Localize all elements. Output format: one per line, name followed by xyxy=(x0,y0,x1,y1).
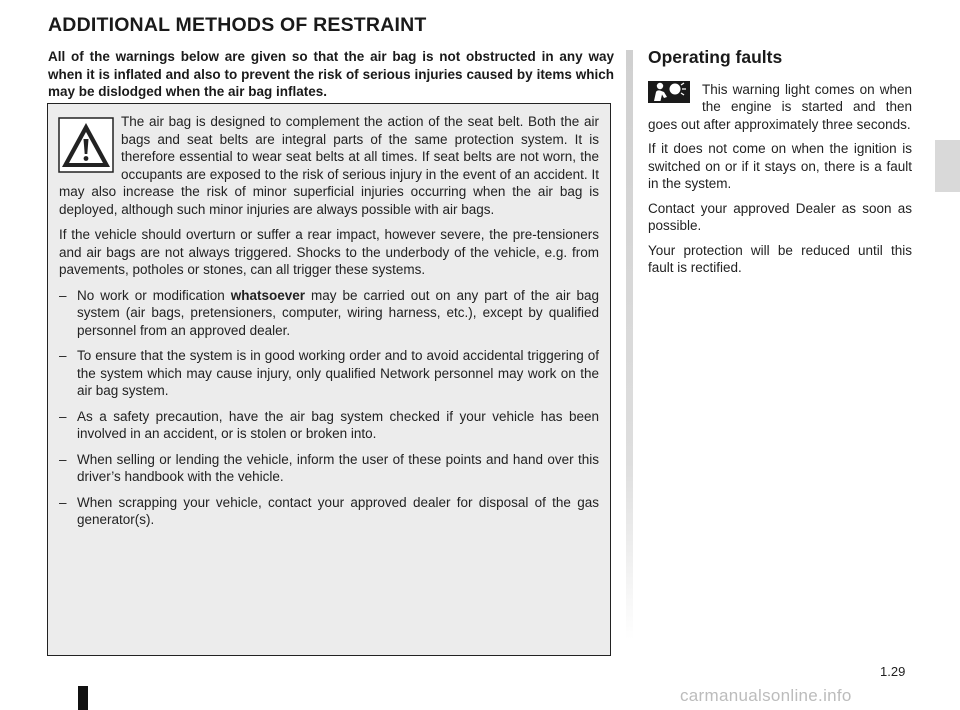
watermark: carmanualsonline.info xyxy=(680,686,852,705)
list-item xyxy=(59,408,599,443)
page-title: ADDITIONAL METHODS OF RESTRAINT xyxy=(48,14,427,36)
dash-marker: – xyxy=(59,494,67,510)
dash-marker: – xyxy=(59,451,67,467)
dash-marker: – xyxy=(59,348,67,363)
list-item xyxy=(59,287,599,340)
fault-paragraph-3: Contact your approved Dealer as soon as possible. xyxy=(648,200,912,233)
edge-mark xyxy=(78,686,88,710)
warning-paragraph-1: The air bag is designed to complement the action of the seat belt. Both the air bags and seat belts are integral parts of the same protection system. It is therefore essential to wear seat belts at all times. If seat belts are not worn, the occupants are exposed to the risk of serious injury in the event of an accident. It may also increase the risk of minor superficial injuries occurring when the air bag is deployed, although such minor injuries are always possible with air bags. xyxy=(59,114,599,217)
fault-text: This warning light comes on when the engine is started and then goes out after approximately three seconds. xyxy=(648,81,912,132)
operating-faults-section xyxy=(648,46,912,284)
bullet-text: When selling or lending the vehicle, inform the user of these points and hand over this driver’s handbook with the vehicle. xyxy=(77,451,599,484)
list-item xyxy=(59,451,599,486)
bullet-text: No work or modification xyxy=(77,287,231,303)
page-number: 1.29 xyxy=(880,664,906,679)
airbag-warning-light-icon xyxy=(648,81,690,103)
warning-triangle-icon xyxy=(58,117,114,173)
dash-marker: – xyxy=(59,287,67,303)
list-item xyxy=(59,494,599,529)
warning-paragraph-2: If the vehicle should overturn or suffer a rear impact, however severe, the pre-tensioners and air bags are not always triggered. Shocks to the underbody of the vehicle, e.g. from pavements, potholes or stones, can all trigger these systems. xyxy=(59,227,599,277)
section-heading: Operating faults xyxy=(648,47,783,67)
bullet-text: As a safety precaution, have the air bag system checked if your vehicle has been involved in an accident, or is stolen or broken into. xyxy=(77,408,599,441)
dash-marker: – xyxy=(59,408,67,424)
bullet-text: may be carried out on any part of the air bag system (air bags, pretensioners, computer, wiring harness, etc.), except by qualified personnel from an approved dealer. xyxy=(77,287,599,338)
list-item xyxy=(59,347,599,400)
warning-list xyxy=(59,287,599,529)
bullet-text: When scrapping your vehicle, contact your approved dealer for disposal of the gas generator(s). xyxy=(77,494,599,527)
fault-paragraph-1 xyxy=(648,81,912,134)
bullet-text: To ensure that the system is in good working order and to avoid accidental triggering of the system which may cause injury, only qualified Network personnel may work on the air bag system. xyxy=(77,348,599,398)
section-tab xyxy=(935,140,960,192)
fault-paragraph-2: If it does not come on when the ignition is switched on or if it stays on, there is a fault in the system. xyxy=(648,141,912,191)
column-divider xyxy=(626,50,633,640)
fault-paragraph-4: Your protection will be reduced until this fault is rectified. xyxy=(648,242,912,275)
warning-box xyxy=(47,103,611,656)
bullet-emphasis: whatsoever xyxy=(230,287,306,303)
intro-text: All of the warnings below are given so that the air bag is not obstructed in any way when it is inflated and also to prevent the risk of serious injuries caused by items which may be dislodged when the air bag inflates. xyxy=(48,49,614,99)
